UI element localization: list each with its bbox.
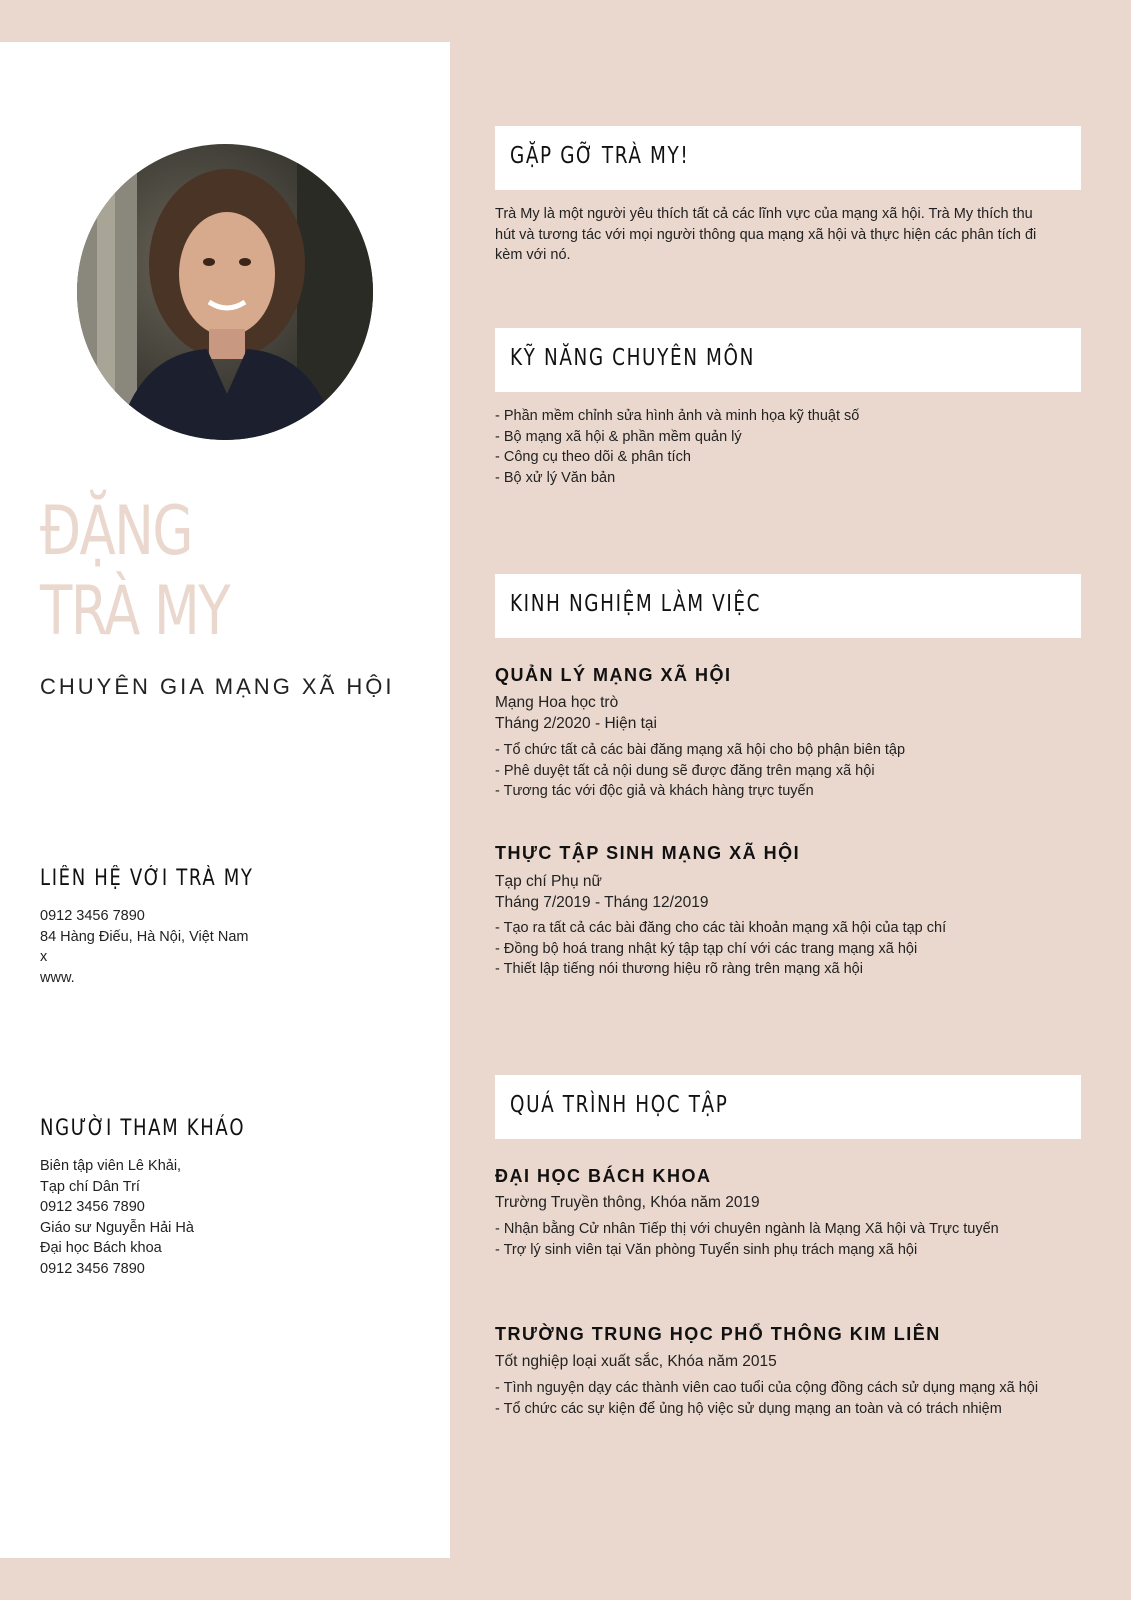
job-meta	[495, 871, 708, 913]
job-org: Mạng Hoa học trò	[495, 694, 619, 711]
about-line: Trà My là một người yêu thích tất cả các lĩnh vực của mạng xã hội. Trà My thích thu	[495, 206, 1033, 222]
school-title: TRƯỜNG TRUNG HỌC PHỔ THÔNG KIM LIÊN	[495, 1324, 941, 1344]
about-line: kèm với nó.	[495, 247, 571, 263]
school-title: ĐẠI HỌC BÁCH KHOA	[495, 1166, 712, 1186]
job-bullet: - Tạo ra tất cả các bài đăng cho các tài khoản mạng xã hội của tạp chí	[495, 920, 947, 936]
job-title: THỰC TẬP SINH MẠNG XÃ HỘI	[495, 843, 801, 863]
reference-line: 0912 3456 7890	[40, 1260, 145, 1277]
job-bullets	[495, 918, 1080, 980]
about-line: hút và tương tác với mọi người thông qua mạng xã hội và thực hiện các phân tích đi	[495, 226, 1037, 243]
reference-line: 0912 3456 7890	[40, 1199, 145, 1215]
contact-phone: 0912 3456 7890	[40, 908, 145, 924]
profile-photo	[77, 144, 373, 440]
job-period: Tháng 7/2019 - Tháng 12/2019	[495, 894, 709, 911]
experience-section-header	[495, 574, 1081, 638]
school-detail	[495, 1192, 760, 1213]
job-bullet: - Phê duyệt tất cả nội dung sẽ được đăng trên mạng xã hội	[495, 762, 875, 779]
school-bullet: - Nhận bằng Cử nhân Tiếp thị với chuyên ngành là Mạng Xã hội và Trực tuyến	[495, 1221, 999, 1237]
skill-item: - Phần mềm chỉnh sửa hình ảnh và minh họa kỹ thuật số	[495, 408, 860, 424]
education-heading: QUÁ TRÌNH HỌC TẬP	[510, 1092, 729, 1118]
references-heading: NGƯỜI THAM KHẢO	[40, 1116, 246, 1141]
skill-item: - Công cụ theo dõi & phân tích	[495, 449, 691, 465]
contact-heading: LIÊN HỆ VỚI TRÀ MY	[40, 866, 254, 891]
school-bullet: - Trợ lý sinh viên tại Văn phòng Tuyển sinh phụ trách mạng xã hội	[495, 1241, 918, 1258]
references-details	[40, 1156, 194, 1279]
job-bullet: - Thiết lập tiếng nói thương hiệu rõ ràng trên mạng xã hội	[495, 961, 863, 977]
about-text	[495, 204, 1080, 266]
school-bullets	[495, 1378, 1080, 1419]
school-detail	[495, 1351, 777, 1372]
school-bullet: - Tình nguyện dạy các thành viên cao tuổi của cộng đồng cách sử dụng mạng xã hội	[495, 1380, 1039, 1396]
contact-email: x	[40, 949, 48, 965]
reference-line: Tạp chí Dân Trí	[40, 1178, 140, 1195]
skill-item: - Bộ xử lý Văn bản	[495, 469, 616, 486]
skills-section-header	[495, 328, 1081, 392]
education-section-header	[495, 1075, 1081, 1139]
job-bullet: - Tổ chức tất cả các bài đăng mạng xã hội cho bộ phận biên tập	[495, 742, 906, 758]
contact-details	[40, 906, 248, 988]
job-bullet: - Tương tác với độc giả và khách hàng trực tuyến	[495, 783, 814, 799]
job-meta	[495, 692, 657, 734]
person-name	[40, 492, 229, 652]
skills-list	[495, 406, 1080, 488]
job-title: QUẢN LÝ MẠNG XÃ HỘI	[495, 665, 732, 685]
portrait-image	[77, 144, 373, 440]
reference-line: Giáo sư Nguyễn Hải Hà	[40, 1219, 194, 1236]
job-period: Tháng 2/2020 - Hiện tại	[495, 715, 657, 732]
contact-address: 84 Hàng Điếu, Hà Nội, Việt Nam	[40, 928, 249, 945]
reference-line: Biên tập viên Lê Khải,	[40, 1158, 182, 1174]
job-org: Tạp chí Phụ nữ	[495, 873, 602, 890]
reference-line: Đại học Bách khoa	[40, 1240, 162, 1256]
about-heading: GẶP GỠ TRÀ MY!	[510, 143, 690, 169]
school-detail-line: Tốt nghiệp loại xuất sắc, Khóa năm 2015	[495, 1353, 777, 1370]
about-section-header	[495, 126, 1081, 190]
job-role: CHUYÊN GIA MẠNG XÃ HỘI	[40, 674, 395, 699]
school-detail-line: Trường Truyền thông, Khóa năm 2019	[495, 1194, 760, 1211]
job-bullet: - Đồng bộ hoá trang nhật ký tập tạp chí với các trang mạng xã hội	[495, 940, 918, 957]
skills-heading: KỸ NĂNG CHUYÊN MÔN	[510, 345, 755, 371]
school-bullet: - Tổ chức các sự kiện để ủng hộ việc sử dụng mạng an toàn và có trách nhiệm	[495, 1400, 1002, 1417]
name-line-2: TRÀ MY	[40, 572, 230, 651]
school-bullets	[495, 1219, 1080, 1260]
contact-website: www.	[40, 969, 75, 986]
skill-item: - Bộ mạng xã hội & phần mềm quản lý	[495, 428, 742, 445]
experience-heading: KINH NGHIỆM LÀM VIỆC	[510, 591, 762, 617]
job-bullets	[495, 740, 1080, 802]
name-line-1: ĐẶNG	[40, 492, 192, 571]
